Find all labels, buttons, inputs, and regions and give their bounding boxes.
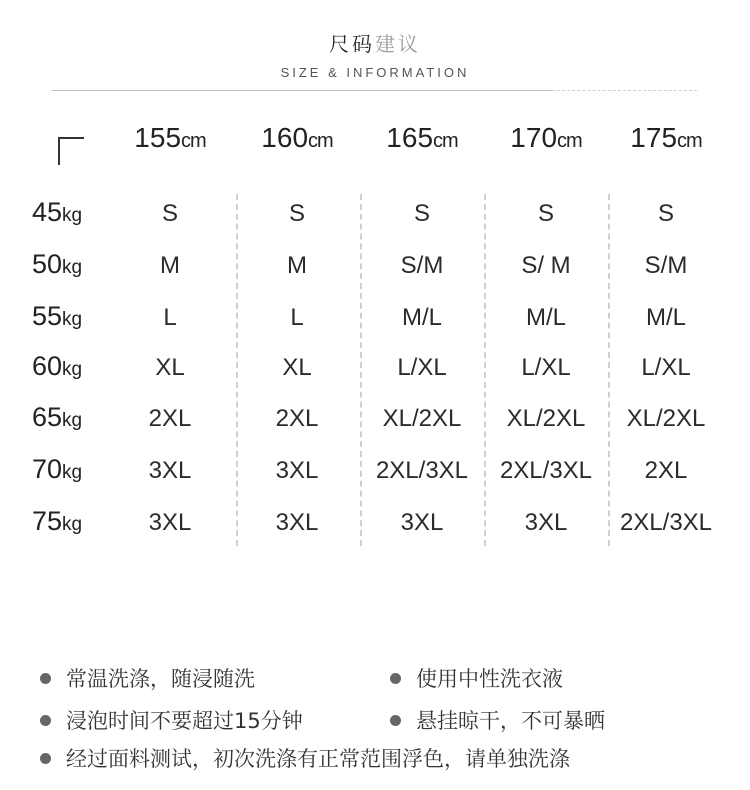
page-subtitle: SIZE & INFORMATION <box>280 65 470 80</box>
size-cell: S/M <box>644 252 688 279</box>
weight-value: 70 <box>32 454 63 484</box>
care-note <box>40 663 255 693</box>
size-cell: L/XL <box>521 354 571 381</box>
height-value: 175 <box>630 122 678 153</box>
size-cell: 3XL <box>148 457 192 484</box>
weight-value: 45 <box>32 197 63 227</box>
weight-unit: kg <box>62 205 83 226</box>
weight-header <box>32 454 102 485</box>
weight-unit: kg <box>62 410 83 431</box>
height-unit: cm <box>181 130 206 152</box>
weight-value: 55 <box>32 301 63 331</box>
size-cell: M <box>287 252 307 279</box>
size-cell: L/XL <box>641 354 691 381</box>
size-cell: S/M <box>400 252 444 279</box>
size-cell: XL <box>282 354 312 381</box>
care-note-text: 常温洗涤，随浸随洗 <box>66 667 255 691</box>
size-cell: 2XL/3XL <box>375 457 469 484</box>
care-note <box>40 743 570 773</box>
size-cell: M/L <box>401 304 442 331</box>
bullet-icon <box>40 673 51 684</box>
height-header <box>604 122 728 154</box>
size-cell: M <box>160 252 180 279</box>
column-divider <box>484 194 486 546</box>
bullet-icon <box>390 673 401 684</box>
page-header <box>0 28 750 80</box>
bullet-icon <box>40 715 51 726</box>
height-value: 165 <box>386 122 434 153</box>
size-cell: XL/2XL <box>506 405 586 432</box>
size-cell: L <box>163 304 177 331</box>
size-cell: 2XL/3XL <box>619 509 713 536</box>
height-header <box>235 122 359 154</box>
weight-header <box>32 301 102 332</box>
weight-header <box>32 351 102 382</box>
weight-unit: kg <box>62 514 83 535</box>
weight-value: 65 <box>32 402 63 432</box>
height-header <box>484 122 608 154</box>
size-cell: 2XL <box>148 405 192 432</box>
height-value: 155 <box>134 122 182 153</box>
weight-unit: kg <box>62 359 83 380</box>
size-cell: S/ M <box>521 252 571 279</box>
weight-header <box>32 506 102 537</box>
size-cell: S <box>161 200 178 227</box>
size-cell: XL <box>155 354 185 381</box>
size-cell: M/L <box>645 304 686 331</box>
column-divider <box>608 194 610 546</box>
column-divider <box>236 194 238 546</box>
title-main: 尺码 <box>329 32 375 56</box>
size-cell: 2XL <box>275 405 319 432</box>
weight-header <box>32 402 102 433</box>
size-cell: XL/2XL <box>626 405 706 432</box>
size-cell: 3XL <box>400 509 444 536</box>
height-unit: cm <box>677 130 702 152</box>
header-divider <box>52 90 552 91</box>
care-note <box>390 663 563 693</box>
weight-header <box>32 197 102 228</box>
height-header <box>108 122 232 154</box>
care-note-text: 经过面料测试，初次洗涤有正常范围浮色，请单独洗涤 <box>66 747 570 771</box>
size-cell: S <box>288 200 305 227</box>
size-cell: 3XL <box>275 509 319 536</box>
care-note <box>390 705 605 735</box>
weight-value: 60 <box>32 351 63 381</box>
size-cell: L <box>290 304 304 331</box>
height-unit: cm <box>308 130 333 152</box>
height-unit: cm <box>433 130 458 152</box>
care-note <box>40 705 303 735</box>
size-cell: S <box>657 200 674 227</box>
care-note-text: 使用中性洗衣液 <box>416 667 563 691</box>
size-cell: 2XL/3XL <box>499 457 593 484</box>
size-cell: S <box>537 200 554 227</box>
size-cell: M/L <box>525 304 566 331</box>
size-cell: 3XL <box>524 509 568 536</box>
size-cell: 3XL <box>148 509 192 536</box>
weight-value: 50 <box>32 249 63 279</box>
height-value: 160 <box>261 122 309 153</box>
title-accent: 建议 <box>375 32 421 56</box>
size-cell: 2XL <box>644 457 688 484</box>
care-note-text: 悬挂晾干，不可暴晒 <box>416 709 605 733</box>
bullet-icon <box>40 753 51 764</box>
page-title <box>0 28 750 57</box>
height-header <box>360 122 484 154</box>
weight-unit: kg <box>62 462 83 483</box>
size-cell: L/XL <box>397 354 447 381</box>
height-unit: cm <box>557 130 582 152</box>
weight-header <box>32 249 102 280</box>
header-divider-dashed <box>552 90 697 91</box>
size-cell: 3XL <box>275 457 319 484</box>
table-corner-mark <box>58 137 84 165</box>
weight-unit: kg <box>62 309 83 330</box>
height-value: 170 <box>510 122 558 153</box>
weight-unit: kg <box>62 257 83 278</box>
care-note-text: 浸泡时间不要超过15分钟 <box>66 709 303 733</box>
column-divider <box>360 194 362 546</box>
size-cell: S <box>413 200 430 227</box>
size-cell: XL/2XL <box>382 405 462 432</box>
weight-value: 75 <box>32 506 63 536</box>
bullet-icon <box>390 715 401 726</box>
